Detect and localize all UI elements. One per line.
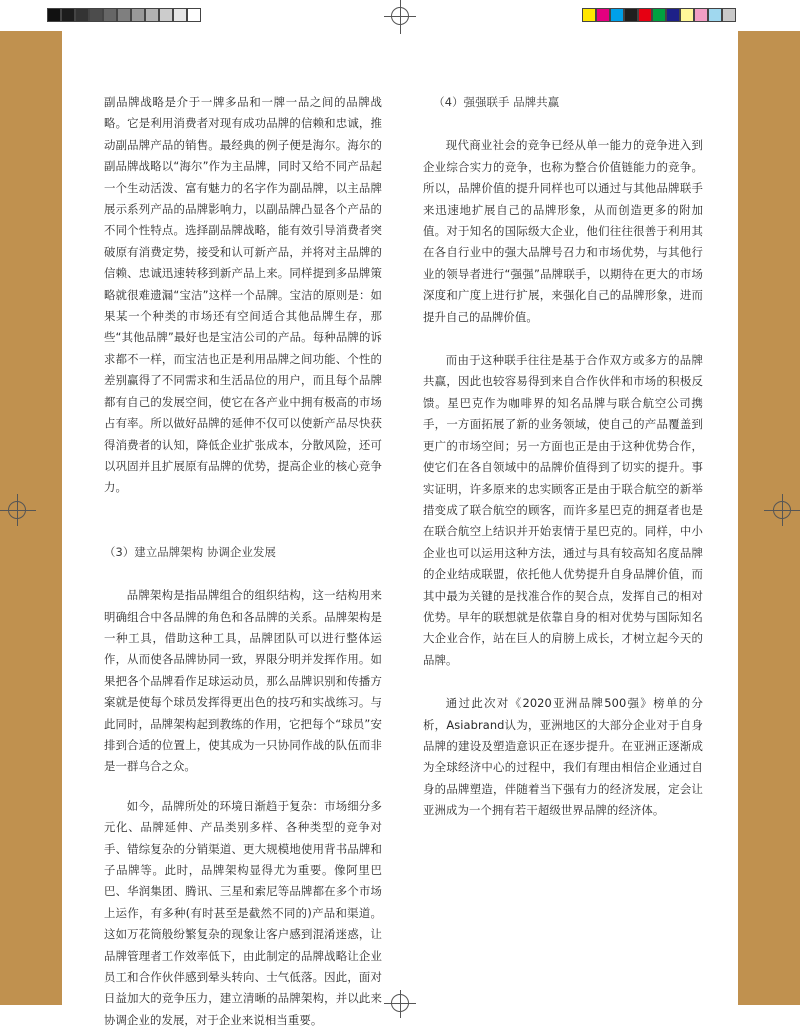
gray-swatch: [131, 8, 145, 22]
section-4-heading: （4）强强联手 品牌共赢: [433, 95, 560, 109]
process-color-swatch: [638, 8, 652, 22]
process-color-swatch: [652, 8, 666, 22]
gray-swatch: [103, 8, 117, 22]
gray-swatch: [61, 8, 75, 22]
process-color-swatch: [694, 8, 708, 22]
gray-swatch: [47, 8, 61, 22]
gray-swatch: [159, 8, 173, 22]
bottom-registration-mark: [384, 990, 416, 1018]
gray-swatch: [145, 8, 159, 22]
process-color-swatch: [610, 8, 624, 22]
right-text-column: [423, 92, 703, 822]
brand-alliance-paragraph: 现代商业社会的竞争已经从单一能力的竞争进入到企业综合实力的竞争，也称为整合价值链能力的竞争。所以，品牌价值的提升同样也可以通过与其他品牌联手来迅速地扩展自己的品牌形象，从而创造更多的附加值。对于知名的国际级大企业，他们往往很善于利用其在各自行业中的强大品牌号召力和市场优势，与其他行业的领导者进行“强强”品牌联手，以期待在更大的市场深度和广度上进行扩展，来强化自己的品牌形象，进而提升自己的品牌价值。: [423, 138, 703, 324]
process-color-swatch: [666, 8, 680, 22]
brand-environment-paragraph: 如今，品牌所处的环境日渐趋于复杂：市场细分多元化、品牌延伸、产品类别多样、各种类型的竞争对手、错综复杂的分销渠道、更大规模地使用背书品牌和子品牌等。此时，品牌架构显得尤为重要。像阿里巴巴、华润集团、腾讯、三星和索尼等品牌都在多个市场上运作，有多种(有时甚至是截然不同的)产品和渠道。这如万花筒般纷繁复杂的现象让客户感到混淆迷惑，让品牌管理者工作效率低下，由此制定的品牌战略让企业员工和合作伙伴感到晕头转向、士气低落。因此，面对日益加大的竞争压力，建立清晰的品牌架构，并以此来协调企业的发展，对于企业来说相当重要。: [104, 798, 382, 1027]
left-registration-mark: [0, 494, 36, 526]
conclusion-paragraph: 通过此次对《2020亚洲品牌500强》榜单的分析，Asiabrand认为，亚洲地区的大部分企业对于自身品牌的建设及塑造意识正在逐步提升。在亚洲正逐渐成为全球经济中心的过程中，我们有理由相信企业通过自身的品牌塑造，伴随着当下强有力的经济发展，定会让亚洲成为一个拥有若干超级世界品牌的经济体。: [423, 696, 703, 818]
win-win-paragraph: 而由于这种联手往往是基于合作双方或多方的品牌共赢，因此也较容易得到来自合作伙伴和市场的积极反馈。星巴克作为咖啡界的知名品牌与联合航空公司携手，一方面拓展了新的业务领域，使自己的产品覆盖到更广的市场空间；另一方面也正是由于这种优势合作，使它们在各自领域中的品牌价值得到了切实的提升。事实证明，许多原来的忠实顾客正是由于联合航空的新举措变成了联合航空的顾客，而许多星巴克的拥趸者也是在联合航空上结识并开始衷情于星巴克的。同样，中小企业也可以运用这种方法，通过与具有较高知名度品牌的企业结成联盟，依托他人优势提升自身品牌价值，而其中最为关键的是找准合作的契合点，发挥自己的相对优势。早年的联想就是依靠自身的相对优势与国际知名大企业合作，站在巨人的肩膀上成长，才树立起今天的品牌。: [423, 353, 703, 667]
gray-swatch: [173, 8, 187, 22]
top-registration-mark: [384, 0, 416, 34]
process-color-swatch: [624, 8, 638, 22]
process-color-swatch: [582, 8, 596, 22]
gray-swatch: [187, 8, 201, 22]
process-color-swatch: [708, 8, 722, 22]
right-registration-mark: [764, 494, 800, 526]
brand-architecture-paragraph: 品牌架构是指品牌组合的组织结构，这一结构用来明确组合中各品牌的角色和各品牌的关系。品牌架构是一种工具，借助这种工具，品牌团队可以进行整体运作，从而使各品牌协同一致，界限分明并发挥作用。如果把各个品牌看作足球运动员，那么品牌识别和传播方案就是使每个球员发挥得更出色的技巧和实战练习。与此同时，品牌架构起到教练的作用，它把每个“球员”安排到合适的位置上，使其成为一只协同作战的队伍而非是一群乌合之众。: [104, 588, 382, 774]
sub-brand-strategy-paragraph: 副品牌战略是介于一牌多品和一牌一品之间的品牌战略。它是利用消费者对现有成功品牌的信赖和忠诚，推动副品牌产品的销售。最经典的例子便是海尔。海尔的副品牌战略以“海尔”作为主品牌，同时又给不同产品起一个生动活泼、富有魅力的名字作为副品牌，以主品牌展示系列产品的品牌影响力，以副品牌凸显各个产品的不同个性特点。选择副品牌战略，能有效引导消费者突破原有消费定势，接受和认可新产品，并将对主品牌的信赖、忠诚迅速转移到新产品上来。同样提到多品牌策略就很难遗漏“宝洁”这样一个品牌。宝洁的原则是：如果某一个种类的市场还有空间适合其他品牌生存，那些“其他品牌”最好也是宝洁公司的产品。每种品牌的诉求都不一样，而宝洁也正是利用品牌之间功能、个性的差别赢得了不同需求和生活品位的用户，而且每个品牌都有自己的发展空间，使它在各产业中拥有极高的市场占有率。所以做好品牌的延伸不仅可以使新产品尽快获得消费者的认知，降低企业扩张成本，分散风险，还可以巩固并且扩展原有品牌的优势，提高企业的核心竞争力。: [104, 95, 382, 495]
gray-swatch: [117, 8, 131, 22]
process-color-swatch: [596, 8, 610, 22]
left-text-column: [104, 92, 382, 1031]
process-color-bar: [582, 8, 736, 22]
process-color-swatch: [722, 8, 736, 22]
section-3-heading: （3）建立品牌架构 协调企业发展: [104, 544, 276, 559]
gray-swatch: [75, 8, 89, 22]
grayscale-color-bar: [47, 8, 201, 22]
gray-swatch: [89, 8, 103, 22]
process-color-swatch: [680, 8, 694, 22]
